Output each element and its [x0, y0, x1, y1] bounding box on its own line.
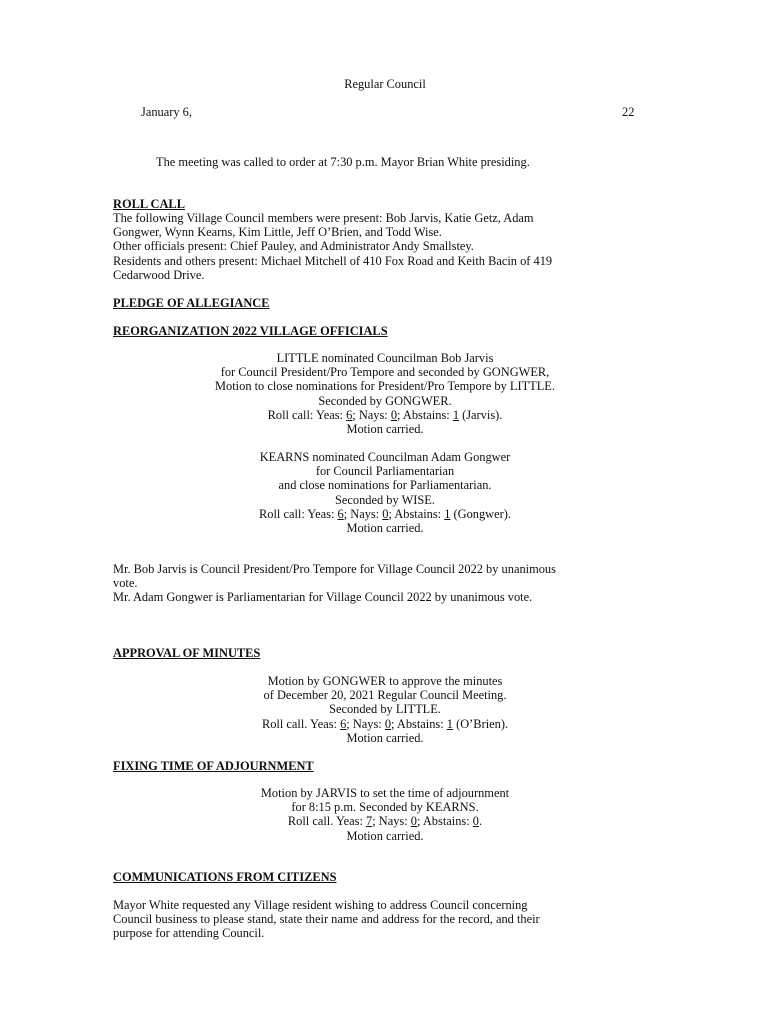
- roll-call-vote: [0, 408, 770, 422]
- text-line: Mayor White requested any Village resident wishing to address Council concerning: [113, 898, 528, 912]
- nays-count: 0: [390, 407, 398, 422]
- text-line: Mr. Bob Jarvis is Council President/Pro Tempore for Village Council 2022 by unanimous: [113, 562, 556, 576]
- abstains-count: 1: [446, 716, 453, 731]
- vote-note: (O’Brien).: [453, 716, 509, 731]
- roll-call-vote: [0, 717, 770, 731]
- abstains-count: 0: [472, 814, 479, 829]
- text-line: purpose for attending Council.: [113, 926, 265, 941]
- text-line: Cedarwood Drive.: [113, 267, 205, 282]
- vote-note: (Jarvis).: [459, 407, 503, 422]
- vote-note: (Gongwer).: [450, 506, 511, 521]
- abstains-count: 1: [444, 506, 451, 521]
- text-line: Gongwer, Wynn Kearns, Kim Little, Jeff O’Brien, and Todd Wise.: [113, 225, 442, 240]
- yeas-count: 6: [346, 407, 353, 422]
- vote-label: ; Nays:: [372, 814, 411, 829]
- yeas-count: 6: [340, 716, 347, 731]
- reorganization-summary: [113, 562, 556, 605]
- text-line: Motion by GONGWER to approve the minutes: [267, 674, 503, 688]
- approval-motion: [0, 674, 770, 745]
- vote-label: ; Abstains:: [397, 407, 453, 422]
- text-line: vote.: [113, 576, 138, 591]
- section-heading-pledge: PLEDGE OF ALLEGIANCE: [113, 296, 270, 310]
- vote-label: ; Nays:: [343, 506, 383, 521]
- vote-label: ; Abstains:: [417, 814, 473, 829]
- text-line: and close nominations for Parliamentarian.: [278, 478, 492, 493]
- text-line: Other officials present: Chief Pauley, and Administrator Andy Smallstey.: [113, 239, 474, 254]
- yeas-count: 7: [366, 814, 373, 829]
- section-heading-reorganization: REORGANIZATION 2022 VILLAGE OFFICIALS: [113, 324, 388, 338]
- roll-call-vote: [0, 814, 770, 828]
- text-line: Seconded by GONGWER.: [318, 393, 452, 408]
- text-line: for 8:15 p.m. Seconded by KEARNS.: [291, 800, 479, 815]
- vote-label: Roll call. Yeas:: [287, 814, 367, 829]
- call-to-order: The meeting was called to order at 7:30 p.m. Mayor Brian White presiding.: [156, 155, 530, 169]
- yeas-count: 6: [337, 506, 344, 521]
- reorganization-motion-president: [0, 351, 770, 436]
- vote-note: .: [478, 814, 483, 829]
- vote-label: Roll call: Yeas:: [259, 506, 338, 521]
- communications-text: [113, 898, 540, 941]
- section-heading-approval: APPROVAL OF MINUTES: [113, 646, 261, 660]
- text-line: LITTLE nominated Councilman Bob Jarvis: [276, 351, 494, 365]
- text-line: KEARNS nominated Councilman Adam Gongwer: [259, 450, 511, 464]
- text-line: of December 20, 2021 Regular Council Meeting.: [263, 688, 507, 703]
- adjournment-motion: [0, 786, 770, 843]
- vote-label: ; Nays:: [346, 716, 385, 731]
- document-title: Regular Council: [344, 77, 426, 91]
- meeting-date: January 6,: [141, 105, 192, 119]
- motion-result: Motion carried.: [346, 422, 424, 437]
- text-line: Residents and others present: Michael Mitchell of 410 Fox Road and Keith Bacin of 419: [113, 253, 553, 268]
- section-heading-communications: COMMUNICATIONS FROM CITIZENS: [113, 870, 337, 884]
- roll-call-text: [113, 211, 552, 282]
- text-line: for Council President/Pro Tempore and seconded by GONGWER,: [220, 365, 550, 380]
- vote-label: Roll call. Yeas:: [261, 716, 341, 731]
- motion-result: Motion carried.: [346, 828, 424, 843]
- text-line: Seconded by LITTLE.: [329, 702, 441, 717]
- section-heading-adjournment: FIXING TIME OF ADJOURNMENT: [113, 759, 314, 773]
- text-line: The following Village Council members were present: Bob Jarvis, Katie Getz, Adam: [113, 211, 534, 225]
- roll-call-vote: [0, 507, 770, 521]
- vote-label: ; Nays:: [352, 407, 391, 422]
- reorganization-motion-parliamentarian: [0, 450, 770, 535]
- nays-count: 0: [382, 506, 389, 521]
- text-line: for Council Parliamentarian: [315, 464, 455, 479]
- text-line: Motion by JARVIS to set the time of adjournment: [260, 786, 510, 800]
- section-heading-roll-call: ROLL CALL: [113, 197, 185, 211]
- meeting-year: 22: [622, 105, 635, 119]
- vote-label: ; Abstains:: [388, 506, 445, 521]
- vote-label: ; Abstains:: [391, 716, 447, 731]
- nays-count: 0: [410, 814, 417, 829]
- text-line: Motion to close nominations for President/Pro Tempore by LITTLE.: [215, 379, 555, 394]
- text-line: Council business to please stand, state their name and address for the record, and their: [113, 912, 540, 927]
- abstains-count: 1: [452, 407, 460, 422]
- motion-result: Motion carried.: [346, 730, 424, 745]
- text-line: Seconded by WISE.: [335, 492, 435, 507]
- text-line: Mr. Adam Gongwer is Parliamentarian for Village Council 2022 by unanimous vote.: [113, 590, 533, 605]
- nays-count: 0: [384, 716, 392, 731]
- motion-result: Motion carried.: [346, 521, 424, 536]
- vote-label: Roll call: Yeas:: [267, 407, 347, 422]
